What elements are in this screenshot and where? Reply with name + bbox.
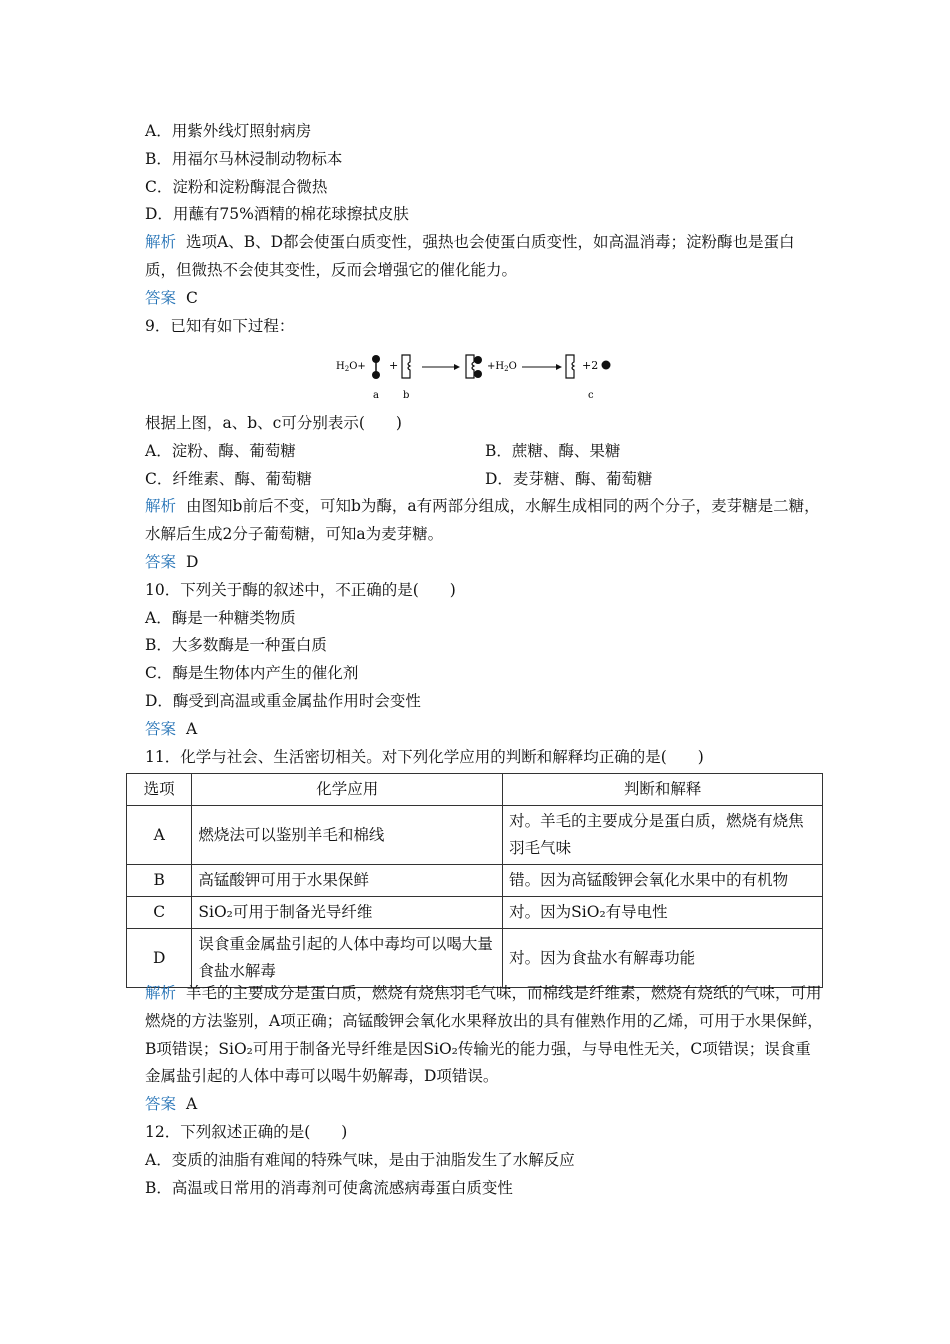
q9-option-a: A．淀粉、酶、葡萄糖 bbox=[145, 441, 296, 460]
table-cell: 对。因为SiO₂有导电性 bbox=[503, 897, 823, 929]
hydrolysis-diagram-svg bbox=[336, 348, 636, 408]
q9-answer-value: D bbox=[186, 552, 199, 571]
q11-stem: 11．化学与社会、生活密切相关。对下列化学应用的判断和解释均正确的是( ) bbox=[145, 747, 704, 766]
complex-bottom bbox=[474, 370, 482, 378]
label-b: b bbox=[403, 390, 410, 401]
q9-question: 根据上图，a、b、c可分别表示( ) bbox=[145, 414, 402, 432]
table-row bbox=[127, 806, 823, 865]
q12-option-a: A．变质的油脂有难闻的特殊气味，是由于油脂发生了水解反应 bbox=[145, 1150, 575, 1169]
complex-top bbox=[474, 356, 482, 364]
table-cell: D bbox=[127, 929, 192, 988]
q8-option-d: D．用蘸有75%酒精的棉花球擦拭皮肤 bbox=[145, 205, 409, 224]
analysis-label: 解析 bbox=[145, 984, 177, 1002]
table-header: 选项 bbox=[127, 774, 192, 806]
table-row bbox=[127, 929, 823, 988]
table-row bbox=[127, 897, 823, 929]
q8-analysis-text: 选项A、B、D都会使蛋白质变性，强热也会使蛋白质变性，如高温消毒；淀粉酶也是蛋白质，但微热不会使其变性，反而会增强它的催化能力。 bbox=[145, 233, 795, 279]
table-header: 化学应用 bbox=[192, 774, 503, 806]
table-cell: 错。因为高锰酸钾会氧化水果中的有机物 bbox=[503, 865, 823, 897]
q12-stem: 12．下列叙述正确的是( ) bbox=[145, 1122, 348, 1141]
q9-option-c: C．纤维素、酶、葡萄糖 bbox=[145, 469, 312, 488]
enzyme-complex bbox=[466, 355, 474, 378]
q8-option-a: A．用紫外线灯照射病房 bbox=[145, 122, 312, 140]
q9-stem: 9．已知有如下过程： bbox=[145, 316, 295, 335]
label-a: a bbox=[373, 390, 379, 401]
q12-option-b: B．高温或日常用的消毒剂可使禽流感病毒蛋白质变性 bbox=[145, 1178, 513, 1197]
q8-option-b: B．用福尔马林浸制动物标本 bbox=[145, 149, 343, 168]
answer-label: 答案 bbox=[145, 288, 177, 307]
analysis-label: 解析 bbox=[145, 497, 177, 516]
q8-analysis bbox=[145, 229, 825, 285]
table-cell: 对。因为食盐水有解毒功能 bbox=[503, 929, 823, 988]
q9-q10-block bbox=[145, 410, 825, 771]
label-c: c bbox=[588, 390, 594, 401]
enzyme-b bbox=[402, 355, 410, 378]
q8-answer-value: C bbox=[186, 288, 198, 307]
q9-analysis-text: 由图知b前后不变，可知b为酶，a有两部分组成，水解生成相同的两个分子，麦芽糖是二糖，水解后生成2分子葡萄糖，可知a为麦芽糖。 bbox=[145, 497, 820, 544]
q10-option-b: B．大多数酶是一种蛋白质 bbox=[145, 636, 327, 655]
table-cell: A bbox=[127, 806, 192, 865]
q9-option-b: B．蔗糖、酶、果糖 bbox=[485, 441, 621, 460]
analysis-label: 解析 bbox=[145, 233, 177, 252]
q10-answer-value: A bbox=[186, 719, 198, 738]
product-c bbox=[602, 361, 611, 370]
q8-answer bbox=[145, 285, 825, 313]
table-header: 判断和解释 bbox=[503, 774, 823, 806]
q10-option-c: C．酶是生物体内产生的催化剂 bbox=[145, 664, 359, 683]
table-header-row bbox=[127, 774, 823, 806]
q9-options-row2 bbox=[145, 466, 825, 494]
table-cell: B bbox=[127, 865, 192, 897]
q10-option-a: A．酶是一种糖类物质 bbox=[145, 608, 296, 627]
table-cell: 高锰酸钾可用于水果保鲜 bbox=[192, 865, 503, 897]
table-cell: 对。羊毛的主要成分是蛋白质，燃烧有烧焦羽毛气味 bbox=[503, 806, 823, 865]
diagram-two: +2 bbox=[582, 359, 599, 372]
q11-table bbox=[126, 773, 823, 988]
q11-analysis bbox=[145, 980, 825, 1091]
diagram-h2o-right: $+H_2O$ bbox=[487, 361, 517, 373]
table-cell: C bbox=[127, 897, 192, 929]
table-cell: SiO₂可用于制备光导纤维 bbox=[192, 897, 503, 929]
q9-option-d: D．麦芽糖、酶、葡萄糖 bbox=[485, 469, 653, 488]
q11-answer bbox=[145, 1091, 825, 1119]
table-cell: 燃烧法可以鉴别羊毛和棉线 bbox=[192, 806, 503, 865]
table-row bbox=[127, 865, 823, 897]
table-cell: 误食重金属盐引起的人体中毒均可以喝大量食盐水解毒 bbox=[192, 929, 503, 988]
q9-options-row1 bbox=[145, 438, 825, 466]
q11-q12-block bbox=[145, 980, 825, 1202]
diagram-h2o-left: $H_2O+$ bbox=[336, 361, 366, 373]
q11-analysis-text: 羊毛的主要成分是蛋白质，燃烧有烧焦羽毛气味，而棉线是纤维素，燃烧有烧纸的气味，可用燃烧的方法鉴别，A项正确；高锰酸钾会氧化水果释放出的具有催熟作用的乙烯，可用于水果保鲜，B项错误；SiO₂可用于制备光导纤维是因SiO₂传输光的能力强，与导电性无关，C项错误；误食重金属盐引起的人体中毒可以喝牛奶解毒，D项错误。 bbox=[145, 984, 823, 1086]
q10-answer bbox=[145, 716, 825, 744]
q9-analysis bbox=[145, 493, 825, 549]
q10-option-d: D．酶受到高温或重金属盐作用时会变性 bbox=[145, 691, 421, 710]
answer-label: 答案 bbox=[145, 1095, 177, 1114]
answer-label: 答案 bbox=[145, 552, 177, 571]
q8-option-c: C．淀粉和淀粉酶混合微热 bbox=[145, 177, 328, 196]
enzyme-b-released bbox=[566, 355, 574, 378]
hydrolysis-diagram bbox=[336, 348, 636, 408]
answer-label: 答案 bbox=[145, 719, 177, 738]
page-body bbox=[145, 118, 825, 340]
arrow-2-head bbox=[556, 364, 562, 370]
q10-stem: 10．下列关于酶的叙述中，不正确的是( ) bbox=[145, 580, 456, 599]
diagram-plus: + bbox=[389, 359, 399, 372]
q11-answer-value: A bbox=[186, 1095, 198, 1114]
arrow-1-head bbox=[454, 364, 460, 370]
q9-answer bbox=[145, 549, 825, 577]
